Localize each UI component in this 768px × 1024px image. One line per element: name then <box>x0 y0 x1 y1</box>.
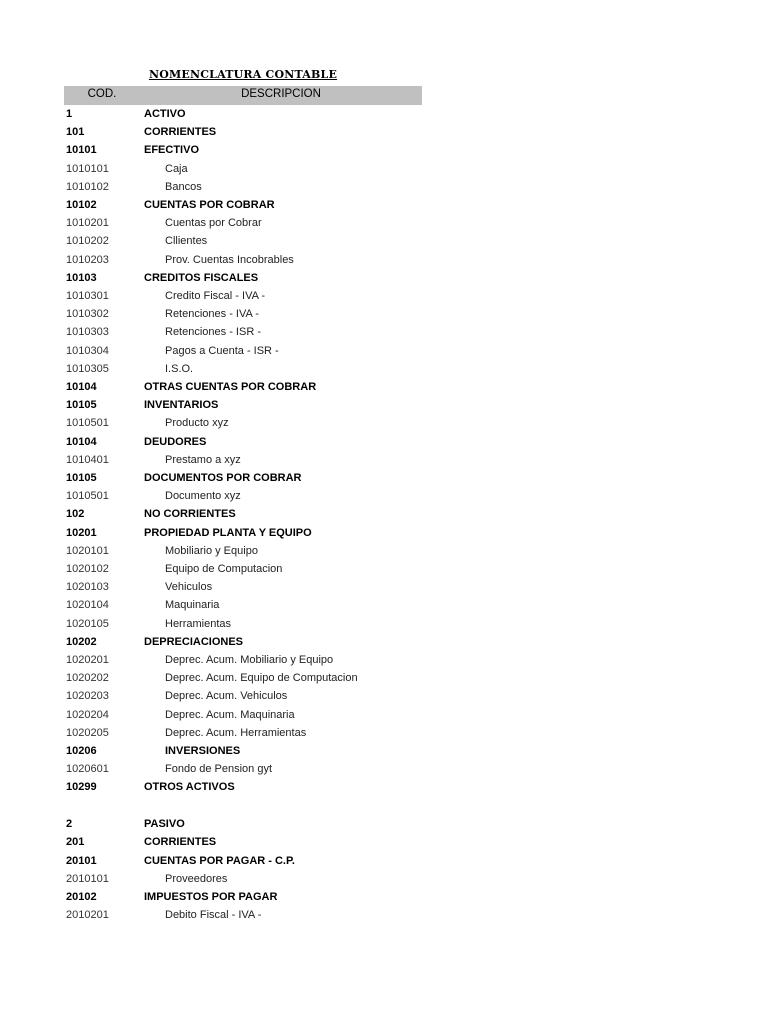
table-row <box>0 451 768 469</box>
account-description: Debito Fiscal - IVA - <box>165 909 262 922</box>
account-description: Deprec. Acum. Vehiculos <box>165 690 288 703</box>
account-description: INVERSIONES <box>165 745 241 757</box>
table-row <box>0 888 768 906</box>
account-description: CUENTAS POR PAGAR - C.P. <box>144 854 295 867</box>
account-code: 1020105 <box>66 617 109 630</box>
account-description: Bancos <box>165 180 202 193</box>
account-description: INVENTARIOS <box>144 399 219 412</box>
account-code: 10104 <box>66 381 97 393</box>
table-row <box>0 396 768 414</box>
account-description: Retenciones - ISR - <box>165 326 261 339</box>
account-description: CUENTAS POR COBRAR <box>144 199 275 211</box>
table-row <box>0 160 768 178</box>
account-code: 10101 <box>66 144 97 157</box>
account-description: DOCUMENTOS POR COBRAR <box>144 472 302 484</box>
table-row <box>0 342 768 360</box>
account-description: Deprec. Acum. Mobiliario y Equipo <box>165 654 334 666</box>
account-description: CREDITOS FISCALES <box>144 271 259 284</box>
table-row <box>0 524 768 542</box>
account-code: 10104 <box>66 435 97 448</box>
table-row <box>0 360 768 378</box>
account-description: Caja <box>165 162 188 175</box>
account-code: 2 <box>66 818 73 831</box>
account-description: Fondo de Pension gyt <box>165 763 273 776</box>
table-row <box>0 105 768 123</box>
account-code: 20101 <box>66 854 97 867</box>
account-description: Cuentas por Cobrar <box>165 217 262 230</box>
table-row <box>0 724 768 742</box>
table-row <box>0 833 768 851</box>
account-code: 1010501 <box>66 490 109 503</box>
account-description: ACTIVO <box>144 108 186 120</box>
account-code: 1010401 <box>66 453 109 466</box>
account-description: Herramientas <box>165 617 232 630</box>
table-row <box>0 123 768 141</box>
account-description: DEPRECIACIONES <box>144 635 244 648</box>
table-row <box>0 414 768 432</box>
account-code: 1020201 <box>66 654 109 666</box>
account-code: 1 <box>66 108 73 120</box>
table-row <box>0 251 768 269</box>
account-code: 1020103 <box>66 581 109 594</box>
account-code: 1010203 <box>66 253 109 266</box>
account-code: 102 <box>66 508 85 521</box>
table-row <box>0 487 768 505</box>
account-description: Vehiculos <box>165 581 213 594</box>
table-row <box>0 742 768 760</box>
account-description: Documento xyz <box>165 490 241 503</box>
account-description: Maquinaria <box>165 599 220 612</box>
table-row <box>0 269 768 287</box>
table-row <box>0 760 768 778</box>
table-row <box>0 232 768 250</box>
account-description: Equipo de Computacion <box>165 563 283 575</box>
table-row <box>0 323 768 341</box>
account-code: 10105 <box>66 399 97 412</box>
account-description: DEUDORES <box>144 435 207 448</box>
table-row <box>0 196 768 214</box>
account-code: 1020202 <box>66 672 109 685</box>
account-description: PROPIEDAD PLANTA Y EQUIPO <box>144 526 312 539</box>
account-code: 1010303 <box>66 326 109 339</box>
table-row <box>0 651 768 669</box>
account-code: 101 <box>66 126 85 139</box>
account-description: Prov. Cuentas Incobrables <box>165 253 294 266</box>
account-code: 201 <box>66 836 85 849</box>
account-code: 1020204 <box>66 708 109 721</box>
table-row <box>0 906 768 924</box>
table-row <box>0 615 768 633</box>
account-code: 1010101 <box>66 162 109 175</box>
account-description: Deprec. Acum. Herramientas <box>165 726 307 739</box>
table-row <box>0 378 768 396</box>
table-row <box>0 687 768 705</box>
account-description: NO CORRIENTES <box>144 508 236 521</box>
table-row <box>0 542 768 560</box>
account-code: 1010501 <box>66 417 109 430</box>
table-row <box>0 852 768 870</box>
table-row <box>0 778 768 796</box>
table-row <box>0 596 768 614</box>
table-row <box>0 870 768 888</box>
account-description: OTRAS CUENTAS POR COBRAR <box>144 381 317 393</box>
account-description: CORRIENTES <box>144 126 217 139</box>
account-description: OTROS ACTIVOS <box>144 781 235 794</box>
account-code: 1020205 <box>66 726 109 739</box>
account-code: 20102 <box>66 890 97 903</box>
account-code: 2010101 <box>66 872 109 885</box>
table-row <box>0 560 768 578</box>
table-row <box>0 633 768 651</box>
account-description: Deprec. Acum. Equipo de Computacion <box>165 672 358 685</box>
table-row <box>0 214 768 232</box>
account-description: PASIVO <box>144 818 185 831</box>
account-description: Cllientes <box>165 235 208 248</box>
account-description: EFECTIVO <box>144 144 200 157</box>
account-code: 1010201 <box>66 217 109 230</box>
account-code: 10103 <box>66 271 97 284</box>
account-code: 1010302 <box>66 308 109 321</box>
column-header-cod: COD. <box>87 88 117 100</box>
account-description: CORRIENTES <box>144 836 217 849</box>
account-description: IMPUESTOS POR PAGAR <box>144 890 278 903</box>
account-description: Proveedores <box>165 872 228 885</box>
account-code: 10201 <box>66 526 97 539</box>
account-code: 10202 <box>66 635 97 648</box>
table-row <box>0 469 768 487</box>
column-header-descripcion: DESCRIPCION <box>241 88 321 100</box>
account-code: 10299 <box>66 781 97 794</box>
account-code: 10102 <box>66 199 97 211</box>
table-row <box>0 815 768 833</box>
table-row <box>0 433 768 451</box>
account-description: Mobiliario y Equipo <box>165 544 258 557</box>
account-code: 10105 <box>66 472 97 484</box>
account-code: 1010305 <box>66 362 109 375</box>
account-description: Prestamo a xyz <box>165 453 241 466</box>
table-row <box>0 305 768 323</box>
table-row <box>0 178 768 196</box>
account-code: 1010202 <box>66 235 109 248</box>
table-row <box>0 141 768 159</box>
account-code: 1020203 <box>66 690 109 703</box>
account-description: Producto xyz <box>165 417 229 430</box>
table-row <box>0 706 768 724</box>
account-code: 1010304 <box>66 344 109 357</box>
document-title: NOMENCLATURA CONTABLE <box>148 68 338 81</box>
account-description: Credito Fiscal - IVA - <box>165 290 266 302</box>
table-row <box>0 669 768 687</box>
account-code: 1020101 <box>66 544 109 557</box>
account-code: 1020601 <box>66 763 109 776</box>
account-code: 1020102 <box>66 563 109 575</box>
account-description: I.S.O. <box>165 362 194 375</box>
account-code: 2010201 <box>66 909 109 922</box>
table-row <box>0 287 768 305</box>
account-description: Pagos a Cuenta - ISR - <box>165 344 279 357</box>
table-row <box>0 578 768 596</box>
account-code: 10206 <box>66 745 97 757</box>
account-description: Deprec. Acum. Maquinaria <box>165 708 295 721</box>
account-description: Retenciones - IVA - <box>165 308 259 321</box>
account-code: 1010301 <box>66 290 109 302</box>
table-row <box>0 505 768 523</box>
account-code: 1020104 <box>66 599 109 612</box>
account-code: 1010102 <box>66 180 109 193</box>
